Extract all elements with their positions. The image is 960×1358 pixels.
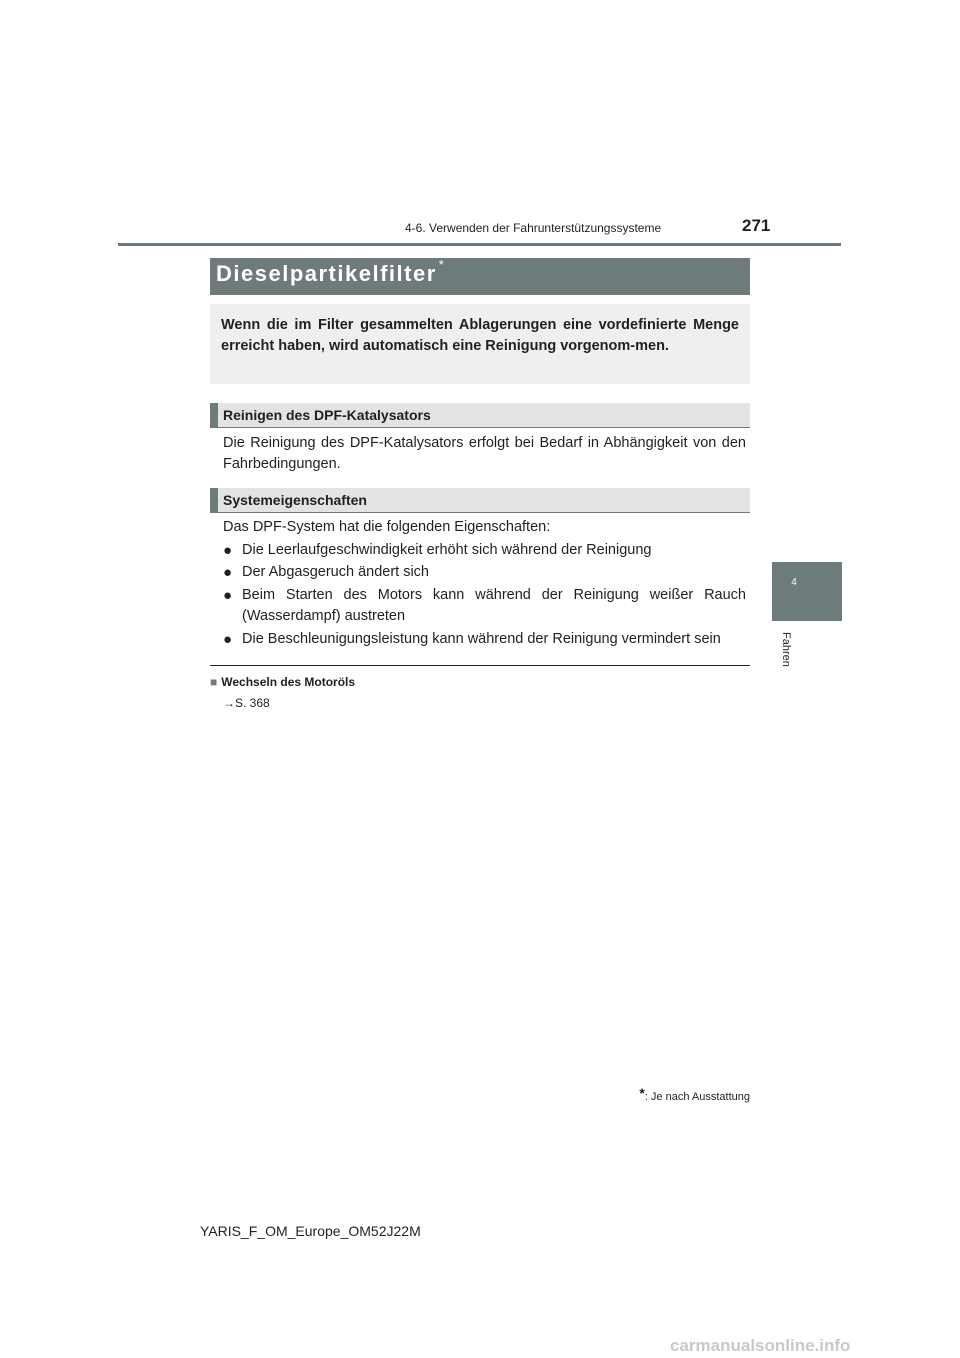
subheading-marker	[210, 403, 218, 428]
page-title	[216, 257, 446, 287]
cleaning-paragraph: Die Reinigung des DPF-Katalysators erfolgt bei Bedarf in Abhängigkeit von den Fahrbedingungen.	[223, 435, 746, 472]
intro-text: Wenn die im Filter gesammelten Ablagerungen eine vordefinierte Menge erreicht haben, wird automatisch eine Reinigung vorgenom-men.	[221, 317, 739, 354]
section-end-rule	[210, 665, 750, 666]
chapter-tab	[772, 562, 842, 621]
bullet-dot-icon: ●	[223, 587, 233, 604]
list-item-text: Die Beschleunigungsleistung kann während der Reinigung vermindert sein	[242, 631, 721, 647]
subheading-properties-text: Systemeigenschaften	[223, 492, 367, 508]
footnote-text: : Je nach Ausstattung	[644, 1091, 750, 1103]
subheading-properties	[210, 488, 750, 513]
list-item-text: Der Abgasgeruch ändert sich	[242, 564, 429, 580]
note-heading-text: Wechseln des Motoröls	[221, 675, 356, 689]
list-item-text: Beim Starten des Motors kann während der Reinigung weißer Rauch (Wasserdampf) austreten	[242, 587, 746, 624]
square-bullet-icon: ■	[210, 675, 218, 689]
page-number: 271	[742, 216, 771, 235]
title-asterisk: *	[438, 257, 446, 272]
subheading-marker	[210, 488, 218, 513]
page-title-text: Dieselpartikelfilter	[216, 261, 437, 286]
bullet-dot-icon: ●	[223, 631, 233, 648]
chapter-number: 4	[791, 577, 797, 588]
title-bar	[210, 258, 750, 295]
chapter-label: Fahren	[780, 632, 792, 667]
watermark: carmanualsonline.info	[670, 1336, 851, 1355]
asterisk-icon: *	[639, 1085, 645, 1101]
intro-box	[210, 304, 750, 384]
header-rule	[118, 243, 841, 246]
subheading-cleaning-text: Reinigen des DPF-Katalysators	[223, 407, 431, 423]
bullet-dot-icon: ●	[223, 542, 233, 559]
properties-intro: Das DPF-System hat die folgenden Eigenschaften:	[223, 519, 551, 535]
note-heading	[210, 675, 355, 689]
document-footer: YARIS_F_OM_Europe_OM52J22M	[200, 1223, 421, 1239]
subheading-cleaning	[210, 403, 750, 428]
footnote	[630, 1087, 750, 1103]
list-item-text: Die Leerlaufgeschwindigkeit erhöht sich während der Reinigung	[242, 542, 652, 558]
bullet-dot-icon: ●	[223, 564, 233, 581]
page-reference-link[interactable]: →S. 368	[223, 696, 270, 710]
running-header-section: 4-6. Verwenden der Fahrunterstützungssysteme	[405, 221, 662, 235]
